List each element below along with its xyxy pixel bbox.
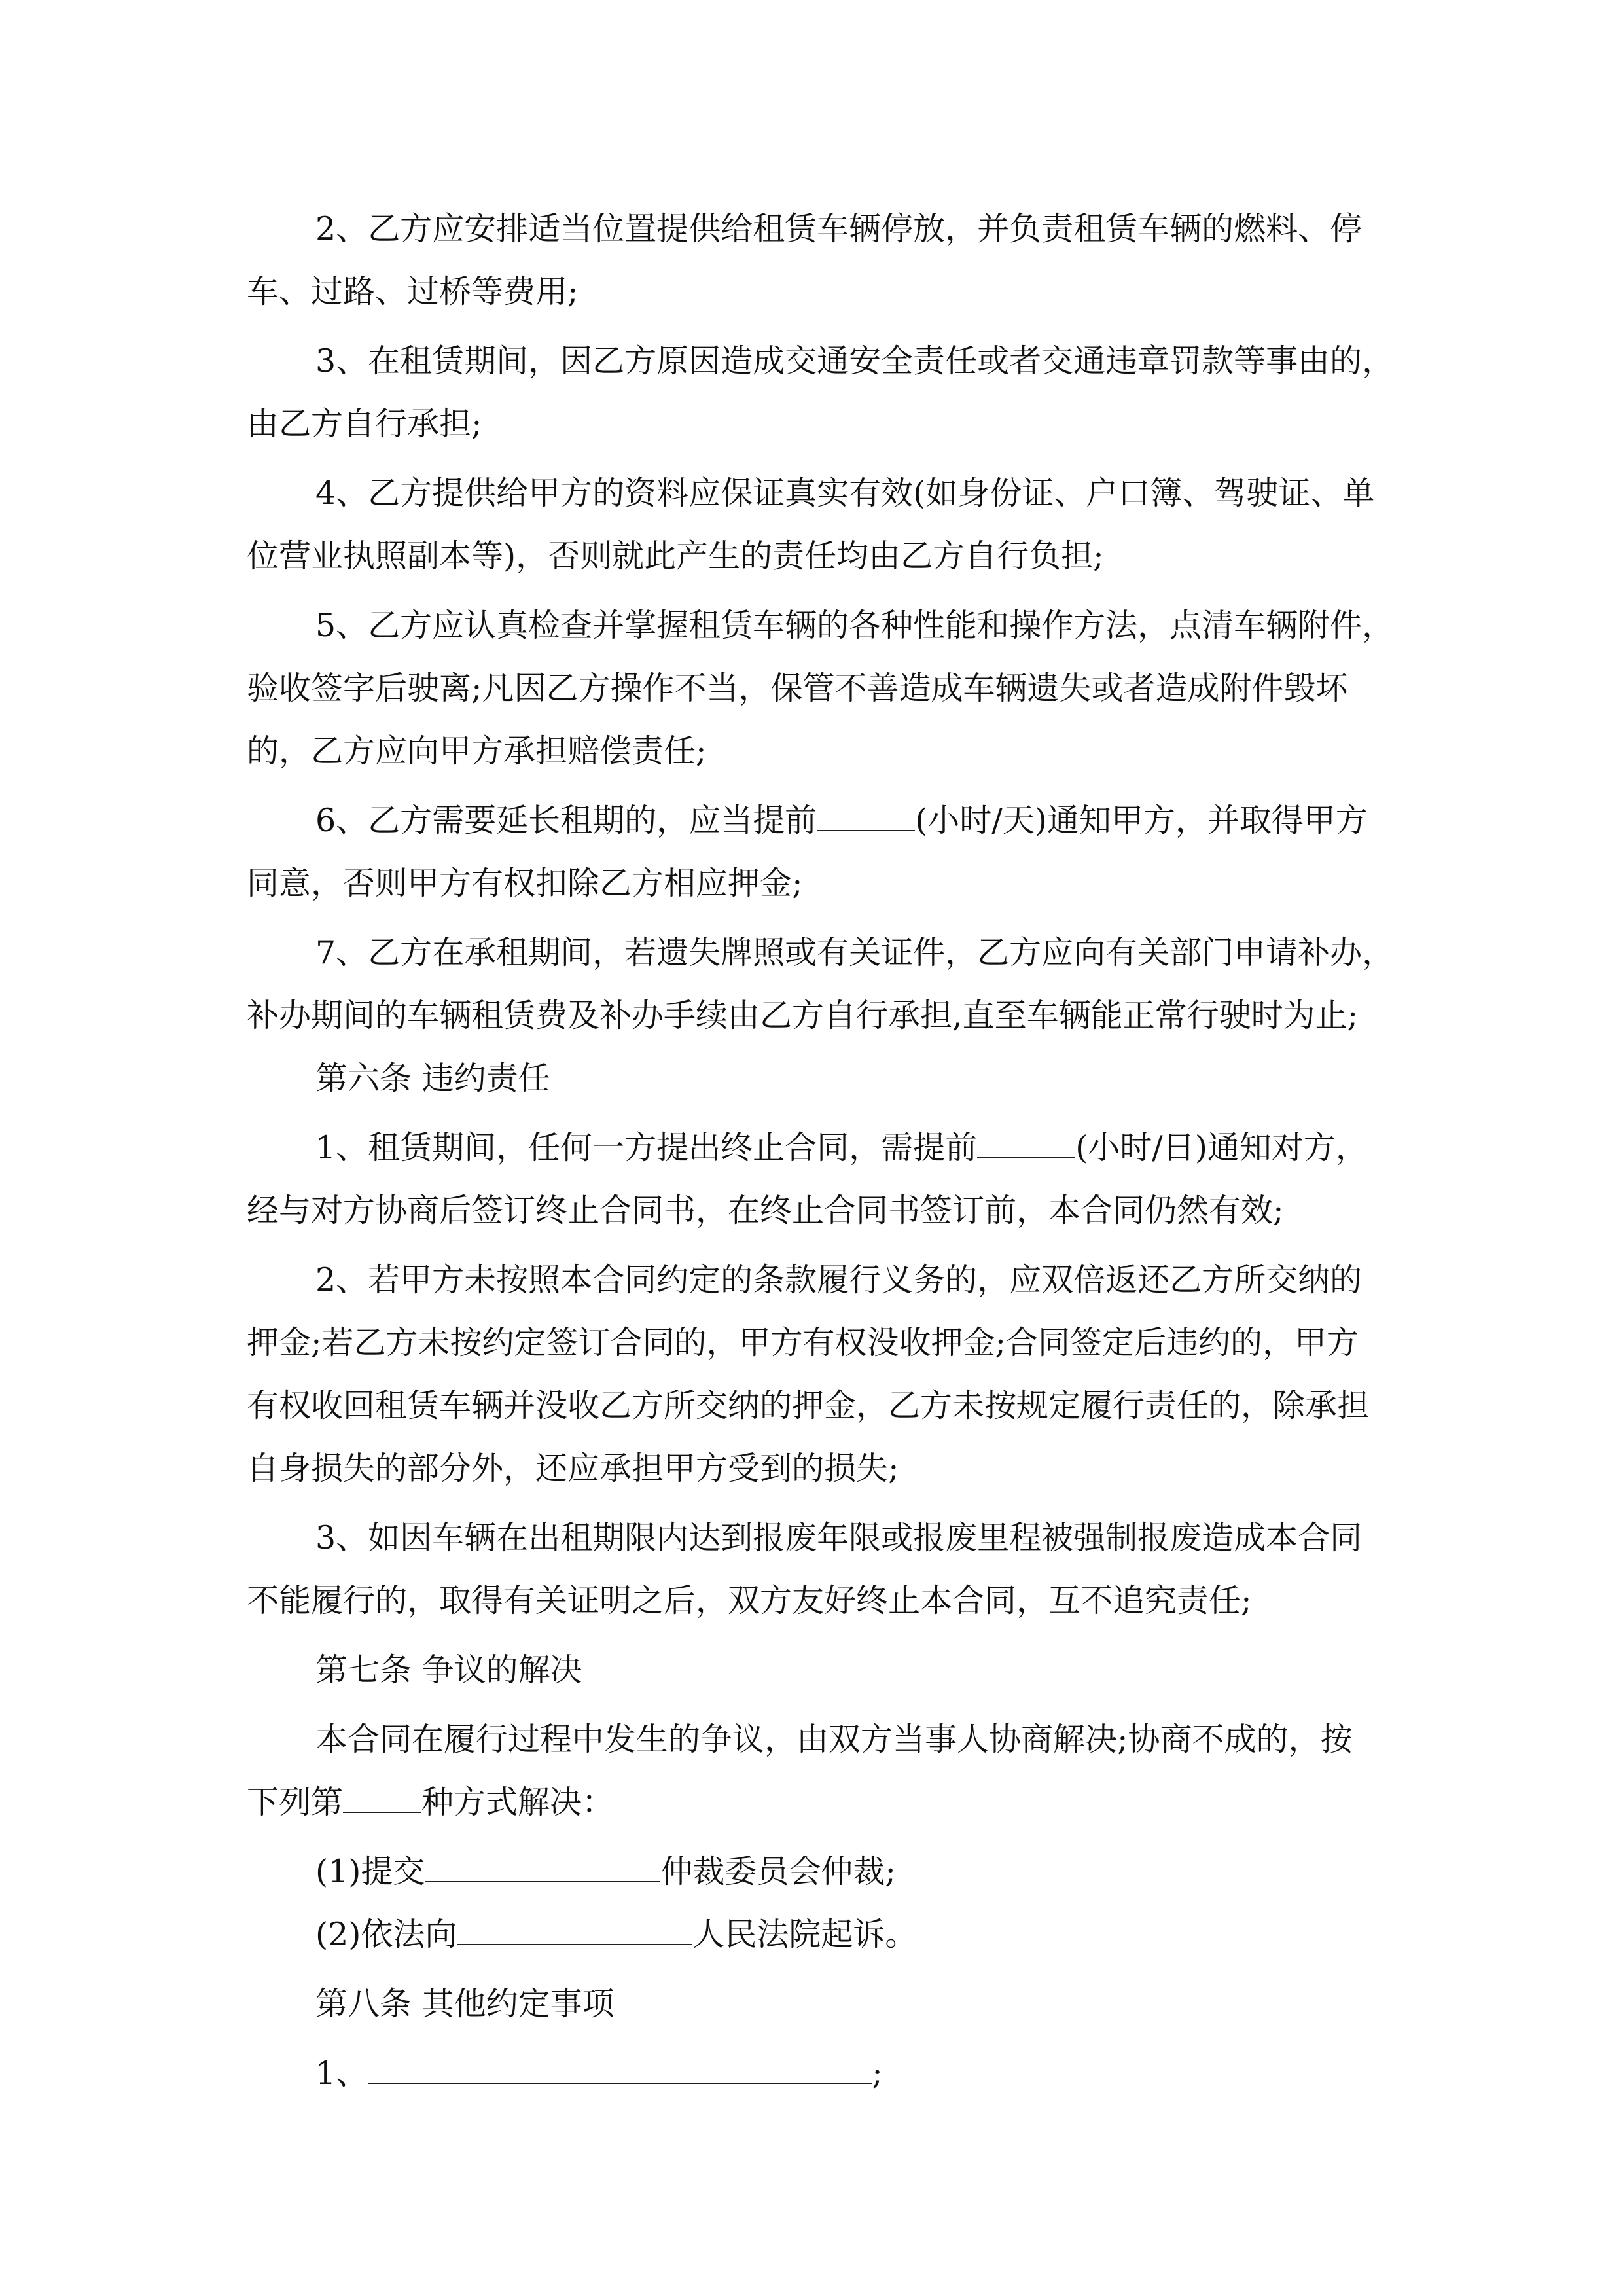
fill-in-blank	[817, 804, 915, 831]
article-7-option-2-text-b: 人民法院起诉。	[692, 1916, 918, 1953]
fill-in-blank	[977, 1131, 1075, 1158]
clause-6-line-2: 同意，否则甲方有权扣除乙方相应押金;	[247, 865, 803, 902]
article-7-text-b: 种方式解决：	[421, 1784, 615, 1821]
article-8-item-1-text-a: 1、	[315, 2054, 368, 2092]
article-7-heading: 第七条 争议的解决	[315, 1651, 582, 1689]
article-6-item-2-line-4: 自身损失的部分外，还应承担甲方受到的损失;	[247, 1450, 899, 1487]
clause-5-line-2: 验收签字后驶离;凡因乙方操作不当，保管不善造成车辆遗失或者造成附件毁坏	[247, 670, 1348, 707]
clause-5-line-1: 5、乙方应认真检查并掌握租赁车辆的各种性能和操作方法，点清车辆附件，	[315, 607, 1395, 644]
clause-6-line-1	[247, 800, 1448, 842]
clause-5-line-3: 的，乙方应向甲方承担赔偿责任;	[247, 732, 707, 770]
article-8-heading: 第八条 其他约定事项	[315, 1985, 615, 2022]
article-7-option-1-text-b: 仲裁委员会仲裁;	[660, 1853, 896, 1890]
clause-3-line-2: 由乙方自行承担;	[247, 405, 482, 442]
article-6-item-3-line-1: 3、如因车辆在出租期限内达到报废年限或报废里程被强制报废造成本合同	[315, 1519, 1363, 1556]
article-8-item-1-text-b: ;	[872, 2054, 883, 2092]
article-6-item-1-text-b: (小时/日)通知对方，	[1075, 1129, 1368, 1166]
article-6-item-3-line-2: 不能履行的，取得有关证明之后，双方友好终止本合同，互不追究责任;	[247, 1582, 1252, 1619]
article-7-option-1-text-a: (1)提交	[315, 1853, 425, 1890]
clause-4-line-1: 4、乙方提供给甲方的资料应保证真实有效(如身份证、户口簿、驾驶证、单	[315, 475, 1375, 512]
clause-6-text-b: (小时/天)通知甲方，并取得甲方	[915, 802, 1368, 839]
clause-7-line-1: 7、乙方在承租期间，若遗失牌照或有关证件，乙方应向有关部门申请补办，	[315, 934, 1395, 971]
fill-in-blank	[457, 1918, 692, 1945]
article-8-item-1	[247, 2053, 1448, 2094]
article-6-heading: 第六条 违约责任	[315, 1060, 550, 1097]
fill-in-blank	[343, 1785, 421, 1813]
clause-2-line-1: 2、乙方应安排适当位置提供给租赁车辆停放，并负责租赁车辆的燃料、停	[315, 210, 1363, 247]
article-6-item-2-line-2: 押金;若乙方未按约定签订合同的，甲方有权没收押金;合同签定后违约的，甲方	[247, 1324, 1359, 1361]
clause-4-line-2: 位营业执照副本等)，否则就此产生的责任均由乙方自行负担;	[247, 537, 1104, 575]
article-7-option-1	[247, 1851, 1448, 1893]
article-7-line-2	[247, 1782, 1379, 1823]
article-7-text-a: 下列第	[247, 1784, 344, 1821]
article-6-item-1-line-1	[247, 1127, 1448, 1169]
clause-6-text-a: 6、乙方需要延长租期的，应当提前	[315, 802, 817, 839]
article-6-item-2-line-1: 2、若甲方未按照本合同约定的条款履行义务的，应双倍返还乙方所交纳的	[315, 1261, 1363, 1299]
article-6-item-1-line-2: 经与对方协商后签订终止合同书，在终止合同书签订前，本合同仍然有效;	[247, 1192, 1284, 1229]
article-6-item-1-text-a: 1、租赁期间，任何一方提出终止合同，需提前	[315, 1129, 978, 1166]
article-7-option-2	[247, 1914, 1448, 1956]
article-7-option-2-text-a: (2)依法向	[315, 1916, 457, 1953]
fill-in-blank	[425, 1855, 660, 1882]
article-6-item-2-line-3: 有权收回租赁车辆并没收乙方所交纳的押金，乙方未按规定履行责任的，除承担	[247, 1387, 1370, 1424]
fill-in-blank	[368, 2056, 872, 2084]
clause-3-line-1: 3、在租赁期间，因乙方原因造成交通安全责任或者交通违章罚款等事由的，	[315, 342, 1395, 380]
article-7-line-1: 本合同在履行过程中发生的争议，由双方当事人协商解决;协商不成的，按	[315, 1721, 1353, 1758]
clause-7-line-2: 补办期间的车辆租赁费及补办手续由乙方自行承担,直至车辆能正常行驶时为止;	[247, 997, 1359, 1034]
clause-2-line-2: 车、过路、过桥等费用;	[247, 273, 579, 310]
